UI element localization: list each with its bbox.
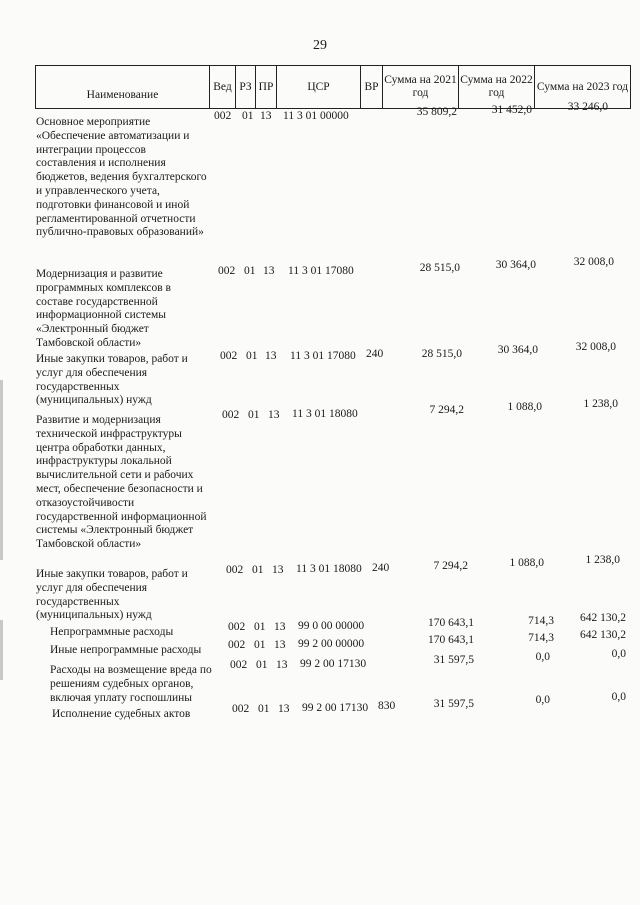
row-ved: 002 bbox=[222, 409, 240, 421]
header-ved: Вед bbox=[209, 66, 235, 108]
row-sum-2022: 1 088,0 bbox=[507, 401, 542, 413]
row-vr: 830 bbox=[378, 700, 396, 712]
row-sum-2022: 31 452,0 bbox=[491, 104, 532, 116]
row-rz: 01 bbox=[254, 621, 266, 633]
row-sum-2022: 714,3 bbox=[528, 632, 554, 644]
row-rz: 01 bbox=[244, 265, 256, 277]
row-name: Основное мероприятие «Обеспечение автоматизации и интеграции процессов составления и исполнения бюджетов, ведения бухгалтерского и управленческого учета, подготовки финансовой и иной регламентированной отчетности публично-правовых образований» bbox=[36, 116, 207, 239]
row-rz: 01 bbox=[258, 703, 270, 715]
row-name: Исполнение судебных актов bbox=[52, 708, 191, 720]
row-name: Развитие и модернизация технической инфраструктуры центра обработки данных, инфраструктуры локальной вычислительной сети и рабочих мест, обеспечение безопасности и отказоустойчивости государственной информационной системы «Электронный бюджет Тамбовской области» bbox=[36, 414, 207, 551]
row-ved: 002 bbox=[214, 110, 232, 122]
row-name: Иные закупки товаров, работ и услуг для обеспечения государственных (муниципальных) нужд bbox=[36, 353, 188, 407]
row-csr: 99 2 00 00000 bbox=[298, 638, 365, 650]
row-csr: 99 2 00 17130 bbox=[302, 702, 369, 714]
row-pr: 13 bbox=[263, 265, 275, 277]
page-number: 29 bbox=[313, 38, 327, 53]
header-csr: ЦСР bbox=[276, 66, 360, 108]
row-csr: 11 3 01 17080 bbox=[290, 350, 356, 362]
row-ved: 002 bbox=[230, 659, 248, 671]
row-ved: 002 bbox=[228, 621, 246, 633]
row-sum-2022: 30 364,0 bbox=[495, 259, 536, 271]
row-sum-2022: 30 364,0 bbox=[497, 344, 538, 356]
row-sum-2021: 170 643,1 bbox=[428, 617, 474, 629]
row-sum-2021: 35 809,2 bbox=[416, 106, 457, 118]
row-sum-2021: 7 294,2 bbox=[433, 560, 468, 572]
header-sum-2021: Сумма на 2021 год bbox=[382, 66, 458, 108]
row-sum-2021: 31 597,5 bbox=[433, 654, 474, 666]
row-ved: 002 bbox=[226, 564, 244, 576]
row-sum-2022: 0,0 bbox=[535, 694, 550, 706]
row-sum-2023: 642 130,2 bbox=[580, 612, 626, 624]
header-sum-2022: Сумма на 2022 год bbox=[458, 66, 534, 108]
header-sum-2023: Сумма на 2023 год bbox=[534, 66, 630, 108]
header-rz: РЗ bbox=[235, 66, 255, 108]
row-rz: 01 bbox=[248, 409, 260, 421]
row-pr: 13 bbox=[272, 564, 284, 576]
row-sum-2022: 714,3 bbox=[528, 615, 554, 627]
row-name: Иные непрограммные расходы bbox=[50, 644, 202, 656]
row-csr: 11 3 01 17080 bbox=[288, 265, 354, 277]
row-rz: 01 bbox=[254, 639, 266, 651]
scan-edge-mark bbox=[0, 620, 3, 680]
row-name: Модернизация и развитие программных комплексов в составе государственной информационной системы «Электронный бюджет Тамбовской области» bbox=[36, 268, 171, 349]
row-ved: 002 bbox=[220, 350, 238, 362]
row-sum-2023: 33 246,0 bbox=[567, 101, 608, 113]
row-ved: 002 bbox=[232, 703, 250, 715]
row-csr: 11 3 01 00000 bbox=[283, 110, 349, 122]
row-pr: 13 bbox=[276, 659, 288, 671]
header-vr: ВР bbox=[360, 66, 382, 108]
row-sum-2021: 170 643,1 bbox=[428, 634, 474, 646]
row-pr: 13 bbox=[278, 703, 290, 715]
row-sum-2022: 1 088,0 bbox=[509, 557, 544, 569]
row-pr: 13 bbox=[274, 639, 286, 651]
row-rz: 01 bbox=[242, 110, 254, 122]
row-sum-2021: 28 515,0 bbox=[421, 348, 462, 360]
header-name: Наименование bbox=[86, 89, 159, 101]
row-sum-2021: 28 515,0 bbox=[419, 262, 460, 274]
row-csr: 11 3 01 18080 bbox=[292, 408, 358, 420]
header-pr: ПР bbox=[255, 66, 276, 108]
row-name: Иные закупки товаров, работ и услуг для обеспечения государственных (муниципальных) нужд bbox=[36, 568, 188, 622]
row-sum-2023: 1 238,0 bbox=[585, 554, 620, 566]
row-sum-2023: 0,0 bbox=[611, 691, 626, 703]
row-sum-2023: 0,0 bbox=[611, 648, 626, 660]
row-sum-2023: 642 130,2 bbox=[580, 629, 626, 641]
row-csr: 99 0 00 00000 bbox=[298, 620, 365, 632]
scan-edge-mark bbox=[0, 380, 3, 560]
row-csr: 99 2 00 17130 bbox=[300, 658, 367, 670]
table-header bbox=[35, 65, 631, 109]
row-name: Непрограммные расходы bbox=[50, 626, 174, 638]
row-name: Расходы на возмещение вреда по решениям судебных органов, включая уплату госпошлины bbox=[50, 664, 212, 704]
row-sum-2022: 0,0 bbox=[535, 651, 550, 663]
row-rz: 01 bbox=[246, 350, 258, 362]
row-sum-2023: 32 008,0 bbox=[575, 341, 616, 353]
row-vr: 240 bbox=[372, 562, 390, 574]
row-vr: 240 bbox=[366, 348, 384, 360]
row-sum-2023: 1 238,0 bbox=[583, 398, 618, 410]
row-rz: 01 bbox=[256, 659, 268, 671]
row-csr: 11 3 01 18080 bbox=[296, 563, 362, 575]
row-rz: 01 bbox=[252, 564, 264, 576]
row-pr: 13 bbox=[265, 350, 277, 362]
row-sum-2023: 32 008,0 bbox=[573, 256, 614, 268]
row-sum-2021: 7 294,2 bbox=[429, 404, 464, 416]
row-pr: 13 bbox=[260, 110, 272, 122]
row-pr: 13 bbox=[274, 621, 286, 633]
row-ved: 002 bbox=[218, 265, 236, 277]
row-ved: 002 bbox=[228, 639, 246, 651]
row-pr: 13 bbox=[268, 409, 280, 421]
row-sum-2021: 31 597,5 bbox=[433, 698, 474, 710]
